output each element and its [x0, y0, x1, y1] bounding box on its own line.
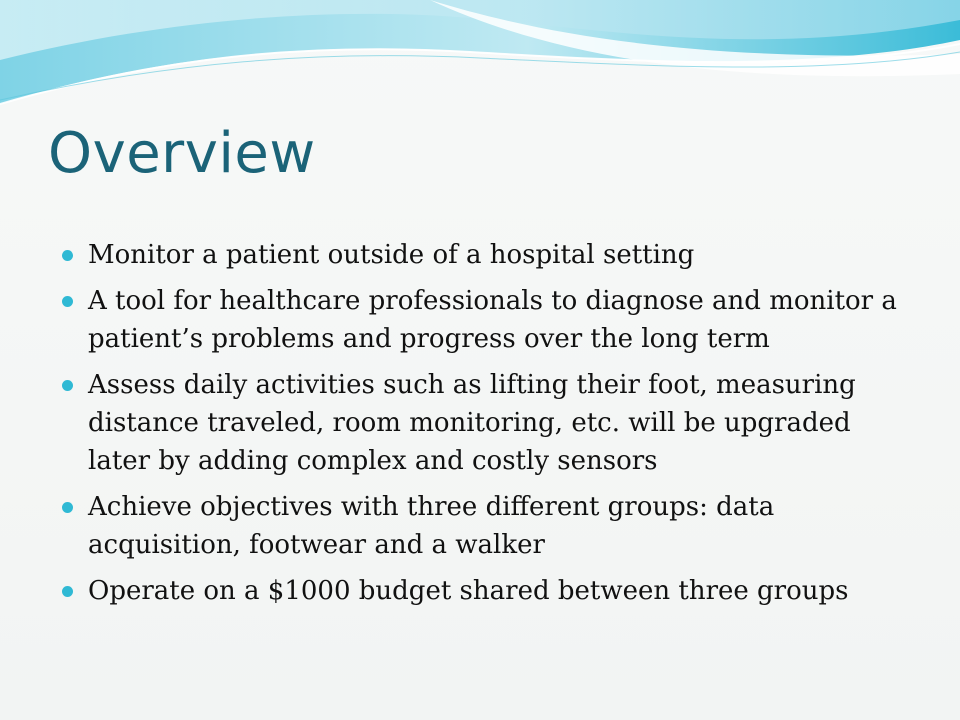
bullet-icon — [62, 380, 73, 391]
list-item — [58, 282, 918, 358]
bullet-text: Monitor a patient outside of a hospital setting — [88, 240, 695, 270]
bullet-icon — [62, 296, 73, 307]
header-wave-decoration — [0, 0, 960, 120]
bullet-text: Achieve objectives with three different groups: data acquisition, footwear and a walker — [88, 492, 775, 560]
bullet-text: Operate on a $1000 budget shared between three groups — [88, 576, 849, 606]
slide-title: Overview — [48, 121, 316, 186]
bullet-list — [58, 236, 918, 618]
bullet-icon — [62, 502, 73, 513]
list-item — [58, 572, 918, 610]
bullet-icon — [62, 586, 73, 597]
list-item — [58, 366, 918, 480]
bullet-text: Assess daily activities such as lifting their foot, measuring distance traveled, room monitoring, etc. will be upgraded later by adding complex and costly sensors — [88, 370, 856, 476]
bullet-icon — [62, 250, 73, 261]
bullet-text: A tool for healthcare professionals to diagnose and monitor a patient’s problems and progress over the long term — [88, 286, 897, 354]
list-item — [58, 488, 918, 564]
list-item — [58, 236, 918, 274]
